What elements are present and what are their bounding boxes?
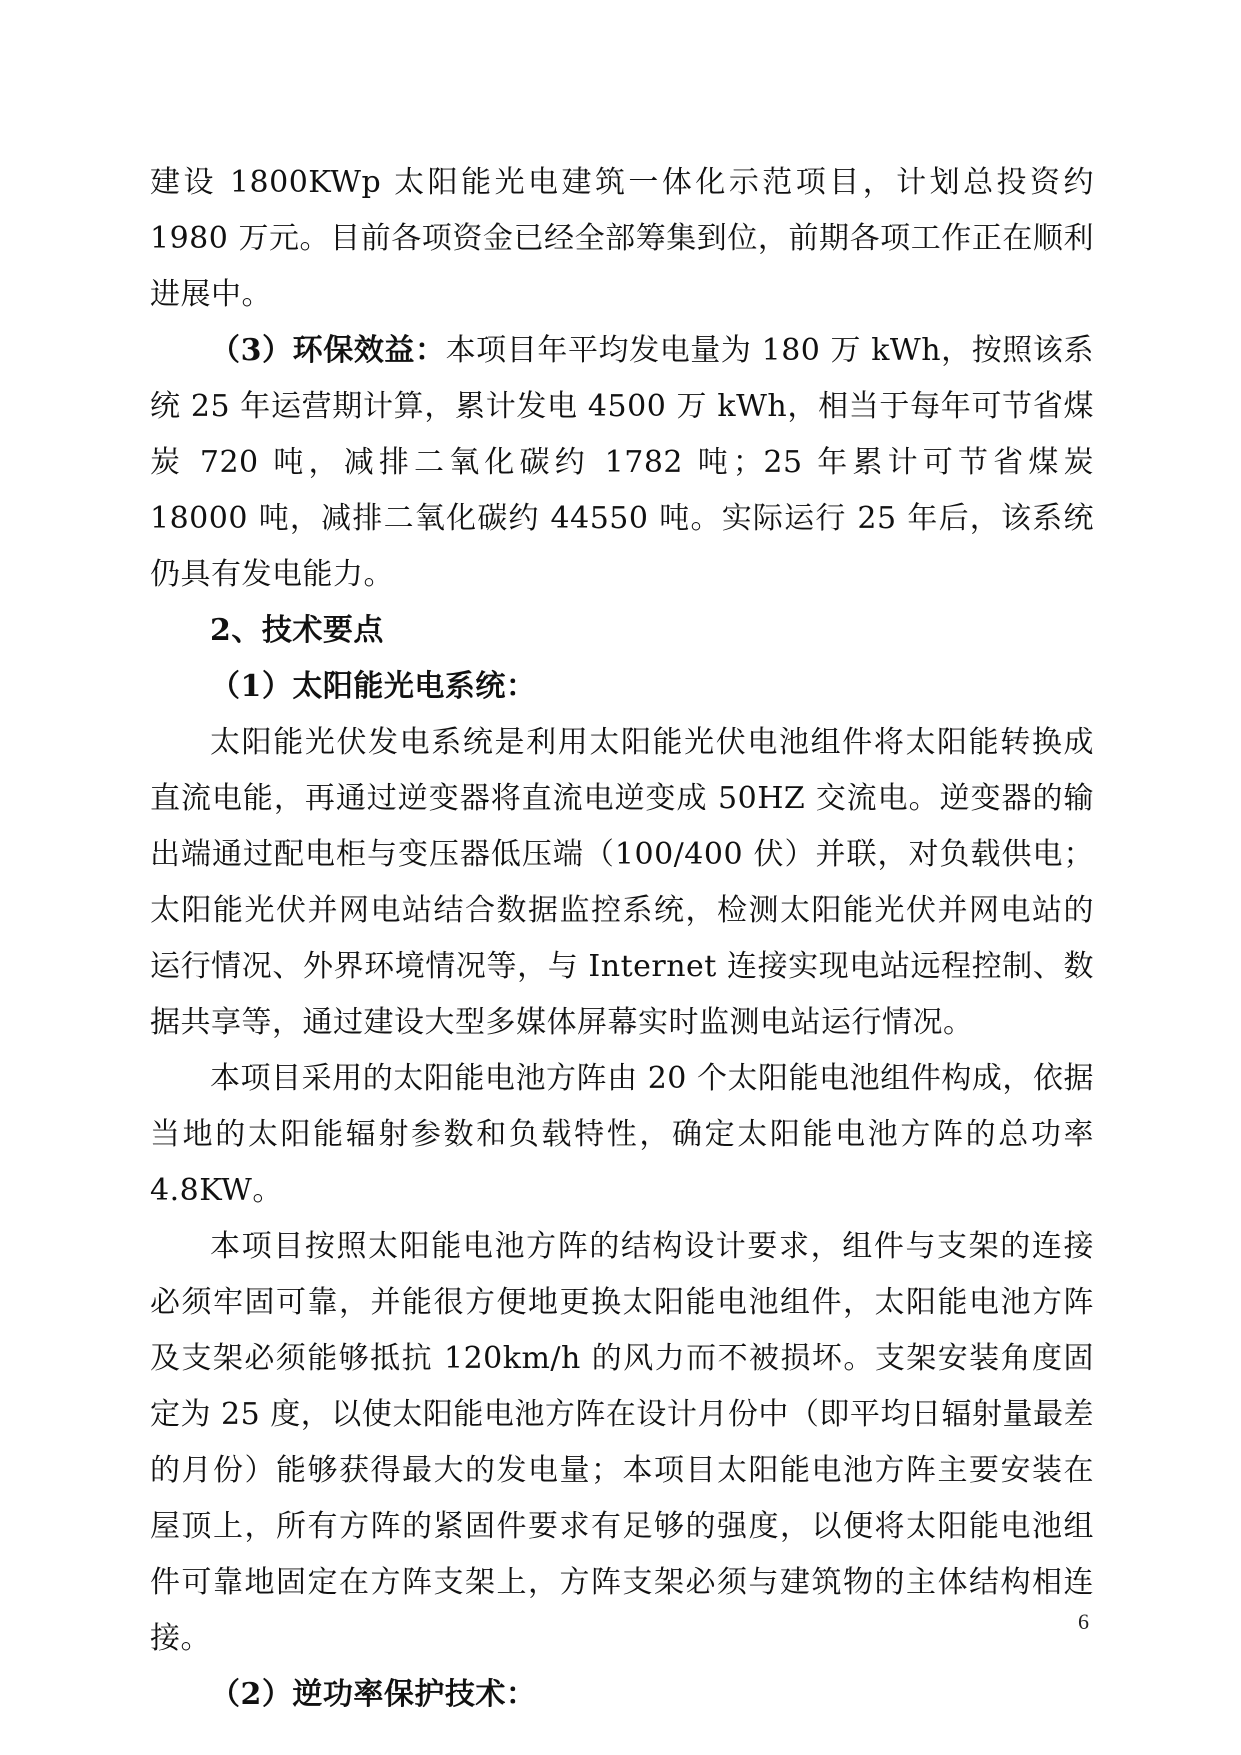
paragraph-environmental-benefit — [150, 323, 1094, 603]
environmental-benefit-label: （3）环保效益： — [210, 333, 446, 368]
paragraph-array-structure: 本项目按照太阳能电池方阵的结构设计要求，组件与支架的连接必须牢固可靠，并能很方便地更换太阳能电池组件，太阳能电池方阵及支架必须能够抵抗 120km/h 的风力而不被损坏。支架安装角度固定为 25 度，以使太阳能电池方阵在设计月份中（即平均日辐射量最差的月份）能够获得最大的发电量；本项目太阳能电池方阵主要安装在屋顶上，所有方阵的紧固件要求有足够的强度，以便将太阳能电池组件可靠地固定在方阵支架上，方阵支架必须与建筑物的主体结构相连接。 — [150, 1229, 1094, 1656]
paragraph-pv-system-description: 太阳能光伏发电系统是利用太阳能光伏电池组件将太阳能转换成直流电能，再通过逆变器将直流电逆变成 50HZ 交流电。逆变器的输出端通过配电柜与变压器低压端（100/400 伏）并联，对负载供电；太阳能光伏并网电站结合数据监控系统，检测太阳能光伏并网电站的运行情况、外界环境情况等，与 Internet 连接实现电站远程控制、数据共享等，通过建设大型多媒体屏幕实时监测电站运行情况。 — [150, 725, 1094, 1040]
subheading-solar-pv-system: （1）太阳能光电系统： — [210, 669, 537, 704]
paragraph-array-composition: 本项目采用的太阳能电池方阵由 20 个太阳能电池组件构成，依据当地的太阳能辐射参数和负载特性，确定太阳能电池方阵的总功率 4.8KW。 — [150, 1061, 1094, 1208]
paragraph-investment: 建设 1800KWp 太阳能光电建筑一体化示范项目，计划总投资约 1980 万元。目前各项资金已经全部筹集到位，前期各项工作正在顺利进展中。 — [150, 165, 1094, 312]
page-number: 6 — [1078, 1609, 1089, 1634]
body-text — [150, 155, 1094, 1723]
section-heading-technical-points: 2、技术要点 — [210, 613, 384, 648]
subheading-reverse-power-protection: （2）逆功率保护技术： — [210, 1677, 537, 1712]
environmental-benefit-text: 本项目年平均发电量为 180 万 kWh，按照该系统 25 年运营期计算，累计发电 4500 万 kWh，相当于每年可节省煤炭 720 吨，减排二氧化碳约 1782 吨；25 年累计可节省煤炭 18000 吨，减排二氧化碳约 44550 吨。实际运行 25 年后，该系统仍具有发电能力。 — [150, 333, 1094, 592]
